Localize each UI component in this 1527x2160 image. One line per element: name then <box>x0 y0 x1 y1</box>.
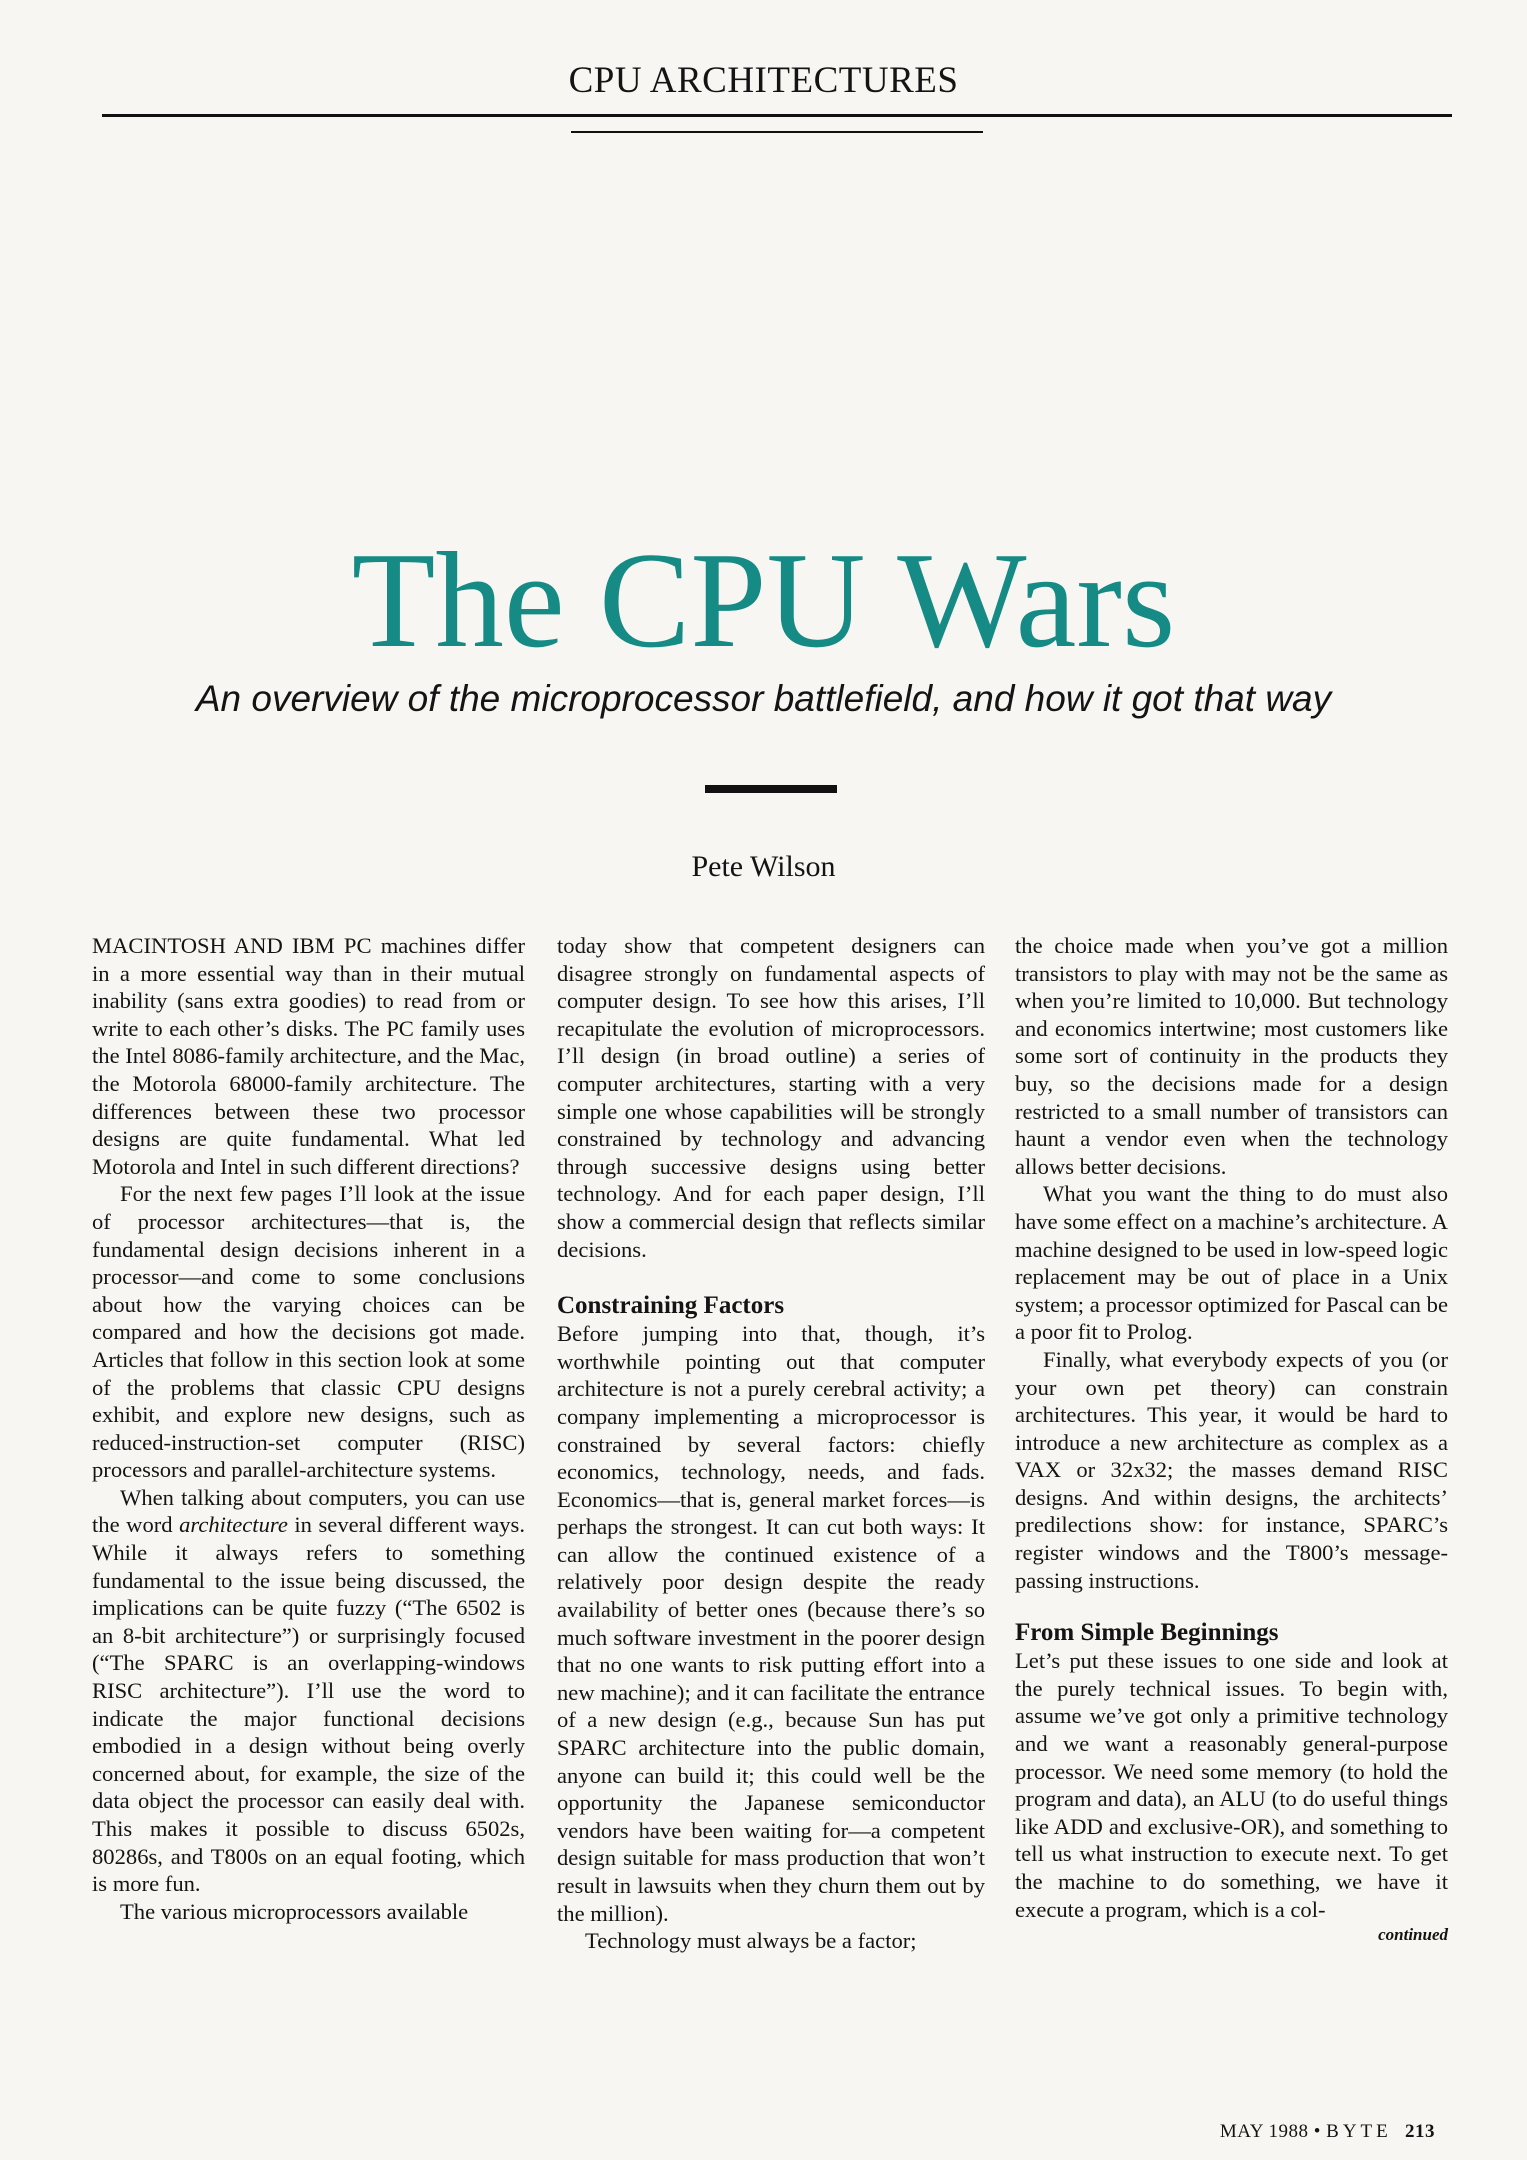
article-title: The CPU Wars <box>351 524 1176 676</box>
paragraph: today show that competent designers can disagree strongly on fundamental aspects of computer design. To see how this arises, I’ll recapitulate the evolution of microprocessors. I’ll design (in broad outline) a series of computer architectures, starting with a very simple one whose capabilities will be strongly constrained by technology and advancing through successive designs using better technology. And for each paper design, I’ll show a commercial design that reflects similar decisions. <box>557 933 985 1262</box>
paragraph: the choice made when you’ve got a million transistors to play with may not be the same as when you’re limited to 10,000. But technology and economics intertwine; most customers like some sort of continuity in the products they buy, so the decisions made for a design restricted to a small number of transistors can haunt a vendor even when the technology allows better decisions. <box>1015 933 1448 1179</box>
paragraph <box>92 1484 525 1898</box>
page-number: 213 <box>1405 2121 1435 2142</box>
paragraph: MACINTOSH AND IBM PC machines differ in a more essential way than in their mutual inability (sans extra goodies) to read from or write to each other’s disks. The PC family uses the Intel 8086-family architecture, and the Mac, the Motorola 68000-family architecture. The differences between these two processor designs are quite fundamental. What led Motorola and Intel in such different directions? <box>92 933 525 1179</box>
author-byline: Pete Wilson <box>691 850 836 883</box>
header-rule <box>102 114 1452 117</box>
text-run: in several different ways. While it always refers to something fundamental to the issue being discussed, the implications can be quite fuzzy (“The 6502 is an 8-bit architecture”) or surprisingly focused (“The SPARC is an overlapping-windows RISC architecture”). I’ll use the word to indicate the major functional decisions embodied in a design without being overly concerned about, for example, the size of the data object the processor can easily deal with. This makes it possible to discuss 6502s, 80286s, and T800s on an equal footing, which is more fun. <box>92 1512 525 1897</box>
section-heading-constraining-factors: Constraining Factors <box>557 1292 785 1320</box>
paragraph: What you want the thing to do must also have some effect on a machine’s architecture. A machine designed to be used in low-speed logic replacement may be out of place in a Unix system; a processor optimized for Pascal can be a poor fit to Prolog. <box>1015 1181 1448 1345</box>
text-run: When talking about computers, you can use the word <box>92 1484 525 1538</box>
divider-bar <box>705 785 837 793</box>
body-column-3 <box>1015 932 1448 1945</box>
paragraph: Let’s put these issues to one side and look at the purely technical issues. To begin with, assume we’ve got only a primitive technology and we want a reasonably general-purpose processor. We need some memory (to hold the program and data), an ALU (to do useful things like ADD and exclusive-OR), and something to tell us what instruction to execute next. To get the machine to do something, we have it execute a program, which is a col- <box>1015 1648 1448 1922</box>
section-label: CPU ARCHITECTURES <box>568 60 959 101</box>
emphasis-architecture: architecture <box>179 1512 288 1538</box>
paragraph: For the next few pages I’ll look at the issue of processor architectures—that is, the fundamental design decisions inherent in a processor—and come to some conclusions about how the varying choices can be compared and how the decisions got made. Articles that follow in this section look at some of the problems that classic CPU designs exhibit, and explore new designs, such as reduced-instruction-set computer (RISC) processors and parallel-architecture systems. <box>92 1181 525 1483</box>
magazine-name: BYTE <box>1326 2121 1392 2142</box>
issue-date: MAY 1988 <box>1219 2121 1309 2142</box>
article-subtitle: An overview of the microprocessor battlefield, and how it got that way <box>195 678 1332 719</box>
section-heading-from-simple-beginnings: From Simple Beginnings <box>1015 1619 1279 1647</box>
paragraph: Technology must always be a factor; <box>585 1928 917 1954</box>
paragraph: The various microprocessors available <box>120 1898 469 1924</box>
body-column-1 <box>92 932 525 1925</box>
continued-note: continued <box>1378 1925 1448 1945</box>
paragraph: Finally, what everybody expects of you (or your own pet theory) can constrain architectures. This year, it would be hard to introduce a new architecture as complex as a VAX or 32x32; the masses demand RISC designs. And within designs, the architects’ predilections show: for instance, SPARC’s register windows and the T800’s message-passing instructions. <box>1015 1346 1448 1593</box>
header-subrule <box>571 131 983 133</box>
body-column-2 <box>557 932 985 1955</box>
footer-separator: • <box>1313 2121 1321 2142</box>
page-footer <box>1220 2122 1435 2141</box>
paragraph: Before jumping into that, though, it’s worthwhile pointing out that computer architecture is not a purely cerebral activity; a company implementing a microprocessor is constrained by several factors: chiefly economics, technology, needs, and fads. Economics—that is, general market forces—is perhaps the strongest. It can cut both ways: It can allow the continued existence of a relatively poor design despite the ready availability of better ones (because there’s so much software investment in the poorer design that no one wants to risk putting effort into a new machine); and it can facilitate the entrance of a new design (e.g., because Sun has put SPARC architecture into the public domain, anyone can build it; this could well be the opportunity the Japanese semiconductor vendors have been waiting for—a competent design suitable for mass production that won’t result in lawsuits when they churn them out by the million). <box>557 1321 985 1926</box>
